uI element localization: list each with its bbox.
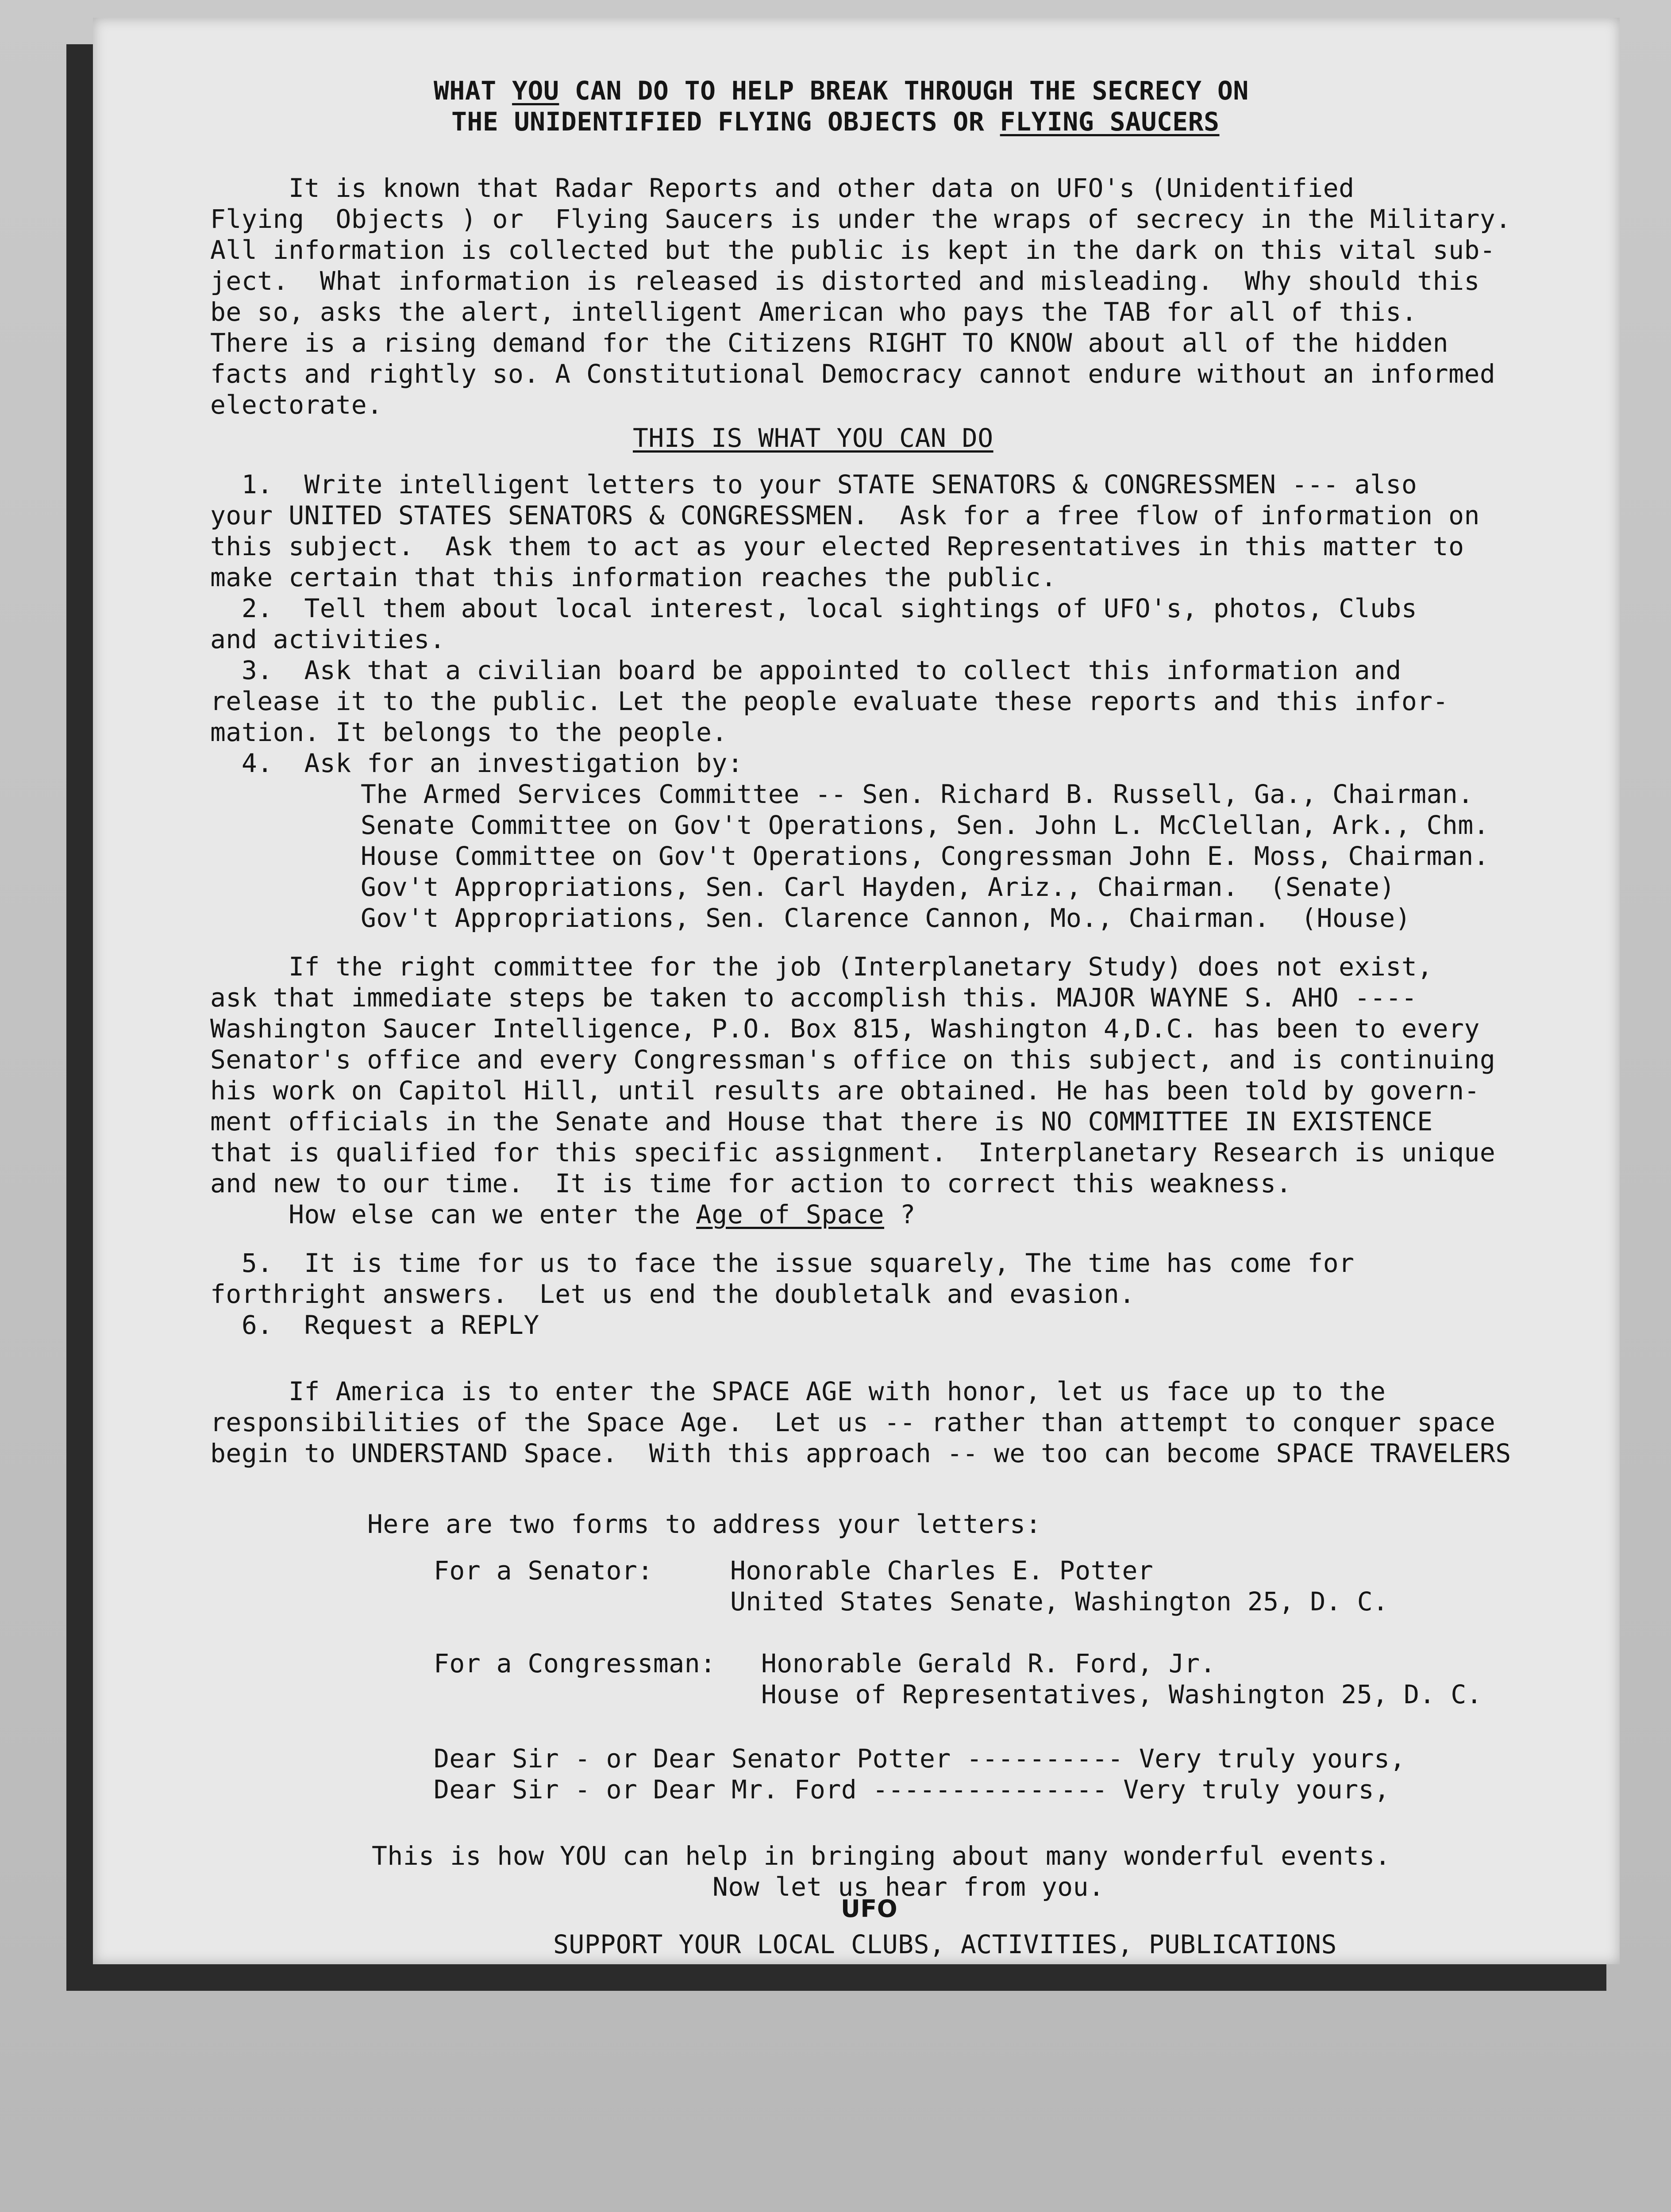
item-line: 5. It is time for us to face the issue squarely, The time has come for bbox=[210, 1248, 1355, 1278]
committee-line: House Committee on Gov't Operations, Congressman John E. Moss, Chairman. bbox=[361, 841, 1490, 871]
section-heading: THIS IS WHAT YOU CAN DO bbox=[633, 423, 993, 453]
text: ? bbox=[884, 1199, 916, 1229]
title-text: CAN DO TO HELP BREAK THROUGH THE SECRECY ON bbox=[559, 76, 1249, 106]
title-text: THE UNIDENTIFIED FLYING OBJECTS OR bbox=[451, 107, 1000, 137]
congressman-name: Honorable Gerald R. Ford, Jr. bbox=[761, 1648, 1216, 1678]
committee-para-line: Senator's office and every Congressman's office on this subject, and is continuing bbox=[210, 1045, 1496, 1075]
space-age-line: responsibilities of the Space Age. Let us -- rather than attempt to conquer space bbox=[210, 1407, 1496, 1437]
intro-line: Flying Objects ) or Flying Saucers is under the wraps of secrecy in the Military. bbox=[210, 204, 1511, 234]
text: How else can we enter the bbox=[210, 1199, 696, 1229]
committee-para-line: If the right committee for the job (Interplanetary Study) does not exist, bbox=[210, 952, 1433, 982]
congressman-label: For a Congressman: bbox=[434, 1648, 716, 1678]
item-line: make certain that this information reaches the public. bbox=[210, 562, 1057, 592]
committee-line: Gov't Appropriations, Sen. Carl Hayden, Ariz., Chairman. (Senate) bbox=[361, 872, 1395, 902]
document-body bbox=[93, 18, 1620, 1964]
title-text: WHAT bbox=[434, 76, 512, 106]
salutation-congressman: Dear Sir - or Dear Mr. Ford --------------- Very truly yours, bbox=[434, 1774, 1390, 1805]
senator-label: For a Senator: bbox=[434, 1555, 653, 1586]
salutation-senator: Dear Sir - or Dear Senator Potter ---------- Very truly yours, bbox=[434, 1743, 1405, 1774]
committee-para-line: and new to our time. It is time for action to correct this weakness. bbox=[210, 1168, 1292, 1198]
item-line: release it to the public. Let the people evaluate these reports and this infor- bbox=[210, 686, 1449, 716]
closing-line: Now let us hear from you. bbox=[712, 1872, 1105, 1902]
intro-line: ject. What information is released is distorted and misleading. Why should this bbox=[210, 266, 1480, 296]
item-line: 3. Ask that a civilian board be appointed to collect this information and bbox=[210, 655, 1401, 685]
intro-line: electorate. bbox=[210, 390, 383, 420]
committee-para-line: that is qualified for this specific assignment. Interplanetary Research is unique bbox=[210, 1137, 1496, 1167]
intro-line: There is a rising demand for the Citizens RIGHT TO KNOW about all of the hidden bbox=[210, 328, 1449, 358]
committee-para-line: Washington Saucer Intelligence, P.O. Box 815, Washington 4,D.C. has been to every bbox=[210, 1014, 1480, 1044]
item-line: mation. It belongs to the people. bbox=[210, 717, 728, 747]
underlined-phrase: Age of Space bbox=[696, 1199, 885, 1229]
senator-name: Honorable Charles E. Potter bbox=[730, 1555, 1154, 1586]
document-sheet bbox=[93, 18, 1620, 1964]
committee-line: The Armed Services Committee -- Sen. Richard B. Russell, Ga., Chairman. bbox=[361, 779, 1474, 809]
item-line: this subject. Ask them to act as your elected Representatives in this matter to bbox=[210, 531, 1464, 561]
committee-line: Senate Committee on Gov't Operations, Sen. John L. McClellan, Ark., Chm. bbox=[361, 810, 1490, 840]
senator-address: United States Senate, Washington 25, D. C. bbox=[730, 1586, 1389, 1617]
title-line-2 bbox=[451, 106, 1220, 137]
space-age-line: If America is to enter the SPACE AGE with honor, let us face up to the bbox=[210, 1376, 1386, 1406]
handwritten-insert: UFO bbox=[841, 1895, 898, 1923]
title-underlined-word: YOU bbox=[512, 76, 559, 106]
closing-line: This is how YOU can help in bringing about many wonderful events. bbox=[372, 1841, 1391, 1871]
intro-line: be so, asks the alert, intelligent American who pays the TAB for all of this. bbox=[210, 297, 1417, 327]
title-line-1 bbox=[434, 75, 1249, 106]
age-of-space-line bbox=[210, 1199, 916, 1230]
item-line: 6. Request a REPLY bbox=[210, 1310, 539, 1340]
committee-para-line: ment officials in the Senate and House that there is NO COMMITTEE IN EXISTENCE bbox=[210, 1106, 1433, 1137]
item-line: 4. Ask for an investigation by: bbox=[210, 748, 743, 778]
title-underlined-phrase: FLYING SAUCERS bbox=[1000, 107, 1220, 137]
forms-intro: Here are two forms to address your letters: bbox=[367, 1509, 1042, 1539]
intro-line: All information is collected but the public is kept in the dark on this vital sub- bbox=[210, 235, 1496, 265]
space-age-line: begin to UNDERSTAND Space. With this approach -- we too can become SPACE TRAVELERS bbox=[210, 1438, 1511, 1468]
committee-para-line: his work on Capitol Hill, until results are obtained. He has been told by govern- bbox=[210, 1075, 1480, 1106]
committee-line: Gov't Appropriations, Sen. Clarence Cannon, Mo., Chairman. (House) bbox=[361, 903, 1411, 933]
intro-line: facts and rightly so. A Constitutional Democracy cannot endure without an informed bbox=[210, 359, 1496, 389]
intro-line: It is known that Radar Reports and other data on UFO's (Unidentified bbox=[210, 173, 1355, 203]
item-line: your UNITED STATES SENATORS & CONGRESSMEN. Ask for a free flow of information on bbox=[210, 500, 1480, 530]
item-line: forthright answers. Let us end the doubletalk and evasion. bbox=[210, 1279, 1135, 1309]
item-line: and activities. bbox=[210, 624, 446, 654]
item-line: 1. Write intelligent letters to your STATE SENATORS & CONGRESSMEN --- also bbox=[210, 469, 1417, 499]
item-line: 2. Tell them about local interest, local sightings of UFO's, photos, Clubs bbox=[210, 593, 1417, 623]
footer-line: SUPPORT YOUR LOCAL CLUBS, ACTIVITIES, PUBLICATIONS bbox=[553, 1929, 1337, 1959]
committee-para-line: ask that immediate steps be taken to accomplish this. MAJOR WAYNE S. AHO ---- bbox=[210, 983, 1417, 1013]
congressman-address: House of Representatives, Washington 25, D. C. bbox=[761, 1679, 1482, 1709]
